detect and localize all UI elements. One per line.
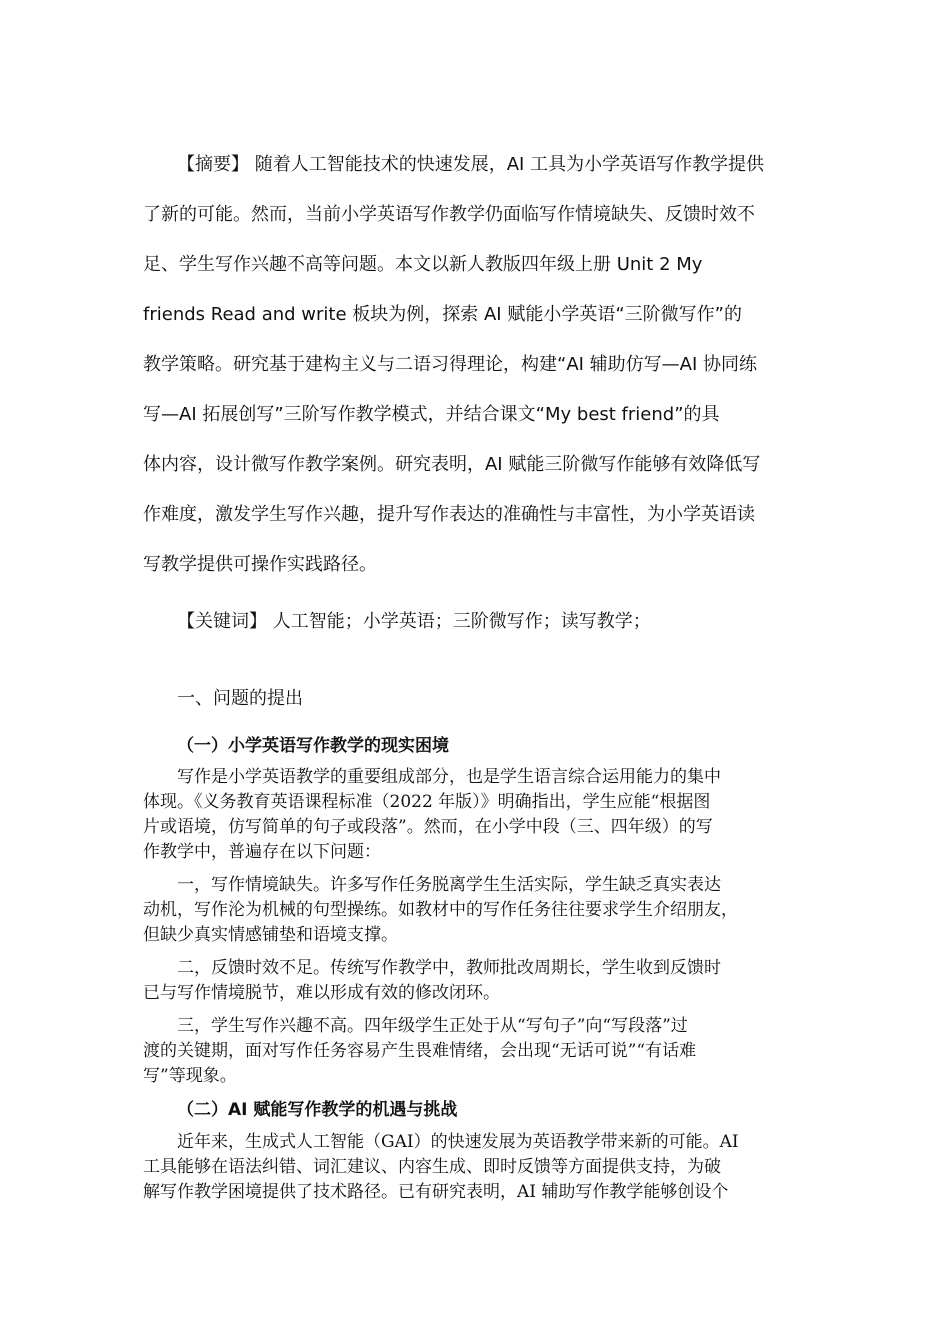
body-paragraph — [143, 765, 816, 865]
keywords-line: 【关键词】 人工智能；小学英语；三阶微写作；读写教学； — [177, 611, 651, 632]
section-heading: 一、问题的提出 — [177, 688, 303, 709]
abstract-line: 写教学提供可操作实践路径。 — [143, 554, 377, 575]
abstract-line: 作难度，激发学生写作兴趣，提升写作表达的准确性与丰富性，为小学英语读 — [143, 504, 755, 525]
body-paragraph — [143, 1014, 816, 1089]
abstract-line: 体内容，设计微写作教学案例。研究表明，AI 赋能三阶微写作能够有效降低写 — [143, 454, 761, 475]
abstract-paragraph — [143, 140, 807, 590]
subsection-heading: （二）AI 赋能写作教学的机遇与挑战 — [177, 1100, 458, 1120]
abstract-line: 了新的可能。然而，当前小学英语写作教学仍面临写作情境缺失、反馈时效不 — [143, 204, 755, 225]
text-line: 片或语境，仿写简单的句子或段落”。然而，在小学中段（三、四年级）的写 — [143, 817, 713, 837]
abstract-line: 教学策略。研究基于建构主义与二语习得理论，构建“AI 辅助仿写—AI 协同练 — [143, 354, 758, 375]
text-line: 作教学中，普遍存在以下问题： — [143, 842, 381, 862]
text-line: 已与写作情境脱节，难以形成有效的修改闭环。 — [143, 983, 500, 1003]
text-line: 三，学生写作兴趣不高。四年级学生正处于从“写句子”向“写段落”过 — [177, 1016, 688, 1036]
text-line: 解写作教学困境提供了技术路径。已有研究表明，AI 辅助写作教学能够创设个 — [143, 1182, 729, 1202]
text-line: 渡的关键期，面对写作任务容易产生畏难情绪，会出现“无话可说”“有话难 — [143, 1041, 697, 1061]
body-paragraph — [143, 873, 816, 948]
abstract-line: 足、学生写作兴趣不高等问题。本文以新人教版四年级上册 Unit 2 My — [143, 254, 703, 275]
text-line: 二，反馈时效不足。传统写作教学中，教师批改周期长，学生收到反馈时 — [177, 958, 721, 978]
abstract-line: 【摘要】 随着人工智能技术的快速发展，AI 工具为小学英语写作教学提供 — [177, 154, 765, 175]
body-paragraph — [143, 956, 816, 1006]
text-line: 体现。《义务教育英语课程标准（2022 年版）》明确指出，学生应能“根据图 — [143, 792, 711, 812]
text-line: 动机，写作沦为机械的句型操练。如教材中的写作任务往往要求学生介绍朋友， — [143, 900, 738, 920]
text-line: 写作是小学英语教学的重要组成部分，也是学生语言综合运用能力的集中 — [177, 767, 721, 787]
abstract-line: 写—AI 拓展创写”三阶写作教学模式，并结合课文“My best friend”的具 — [143, 404, 720, 425]
text-line: 近年来，生成式人工智能（GAI）的快速发展为英语教学带来新的可能。AI — [177, 1132, 739, 1152]
subsection-heading: （一）小学英语写作教学的现实困境 — [177, 736, 449, 756]
abstract-line: friends Read and write 板块为例，探索 AI 赋能小学英语“三阶微写作”的 — [143, 304, 742, 325]
body-paragraph — [143, 1130, 816, 1205]
text-line: 一，写作情境缺失。许多写作任务脱离学生生活实际，学生缺乏真实表达 — [177, 875, 721, 895]
text-line: 工具能够在语法纠错、词汇建议、内容生成、即时反馈等方面提供支持，为破 — [143, 1157, 721, 1177]
text-line: 写”等现象。 — [143, 1066, 237, 1086]
text-line: 但缺少真实情感铺垫和语境支撑。 — [143, 925, 398, 945]
